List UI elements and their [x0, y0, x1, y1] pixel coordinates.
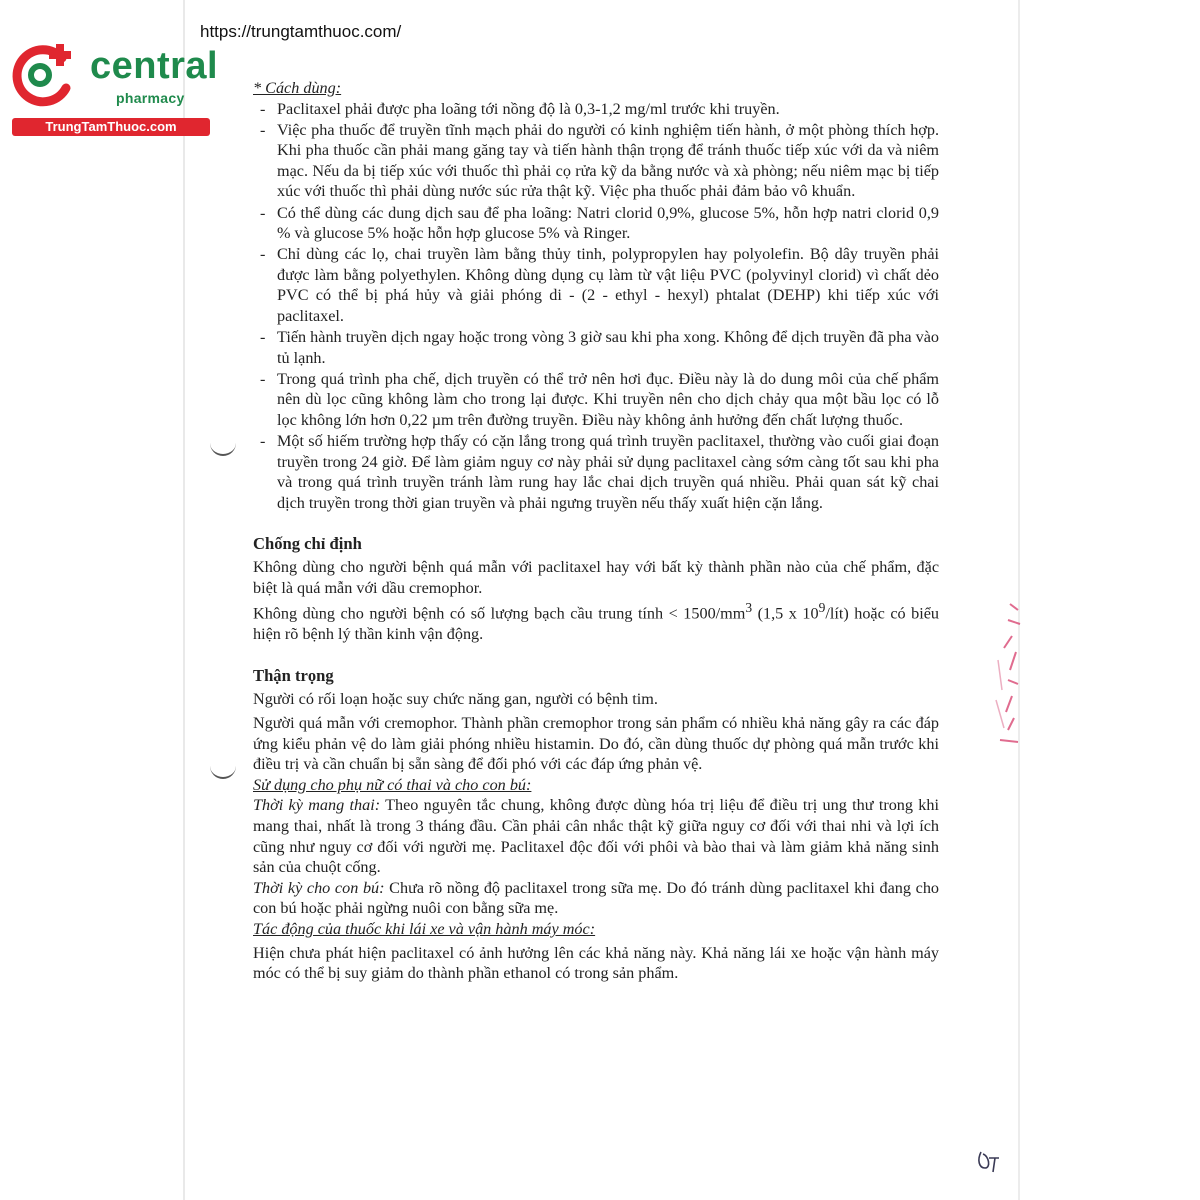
lactation-label: Thời kỳ cho con bú:	[253, 878, 385, 897]
pregnancy-paragraph	[253, 795, 939, 877]
list-item: - Paclitaxel phải được pha loãng tới nồng độ là 0,3-1,2 mg/ml trước khi truyền.	[253, 99, 939, 120]
driving-heading: Tác động của thuốc khi lái xe và vận hành máy móc:	[253, 919, 596, 938]
caution-paragraph: Người có rối loạn hoặc suy chức năng gan, người có bệnh tim.	[253, 690, 658, 709]
logo-subtitle: pharmacy	[116, 90, 185, 106]
text-run: Theo nguyên tắc chung, không được dùng hóa trị liệu để điều trị ung thư trong khi mang thai, nhất là trong 3 tháng đầu. Cần phải cân nhắc thật kỹ giữa nguy cơ đối với thai nhi và lợi ích cũng như nguy cơ đối với người mẹ. Paclitaxel độc đối với phôi và bào thai và làm giảm khả năng sinh sản của chuột cống.	[253, 796, 939, 877]
list-item: - Một số hiếm trường hợp thấy có cặn lắng trong quá trình truyền paclitaxel, thường vào cuối giai đoạn truyền trong 24 giờ. Để làm giảm nguy cơ này phải sử dụng paclitaxel càng sớm càng tốt sau khi pha và trong quá trình truyền tránh làm rung hay lắc chai dịch truyền quá nhiều. Phải quan sát kỹ chai dịch truyền trong thời gian truyền và phải ngưng truyền nếu thấy xuất hiện cặn lắng.	[253, 431, 939, 513]
punch-hole-mark	[210, 763, 236, 779]
list-item: - Chỉ dùng các lọ, chai truyền làm bằng thủy tinh, polypropylen hay polyolefin. Bộ dây truyền phải được làm bằng polyethylen. Không dùng dụng cụ làm từ vật liệu PVC (polyvinyl clorid) vì chất dẻo PVC có thể bị phá hủy và giải phóng di - (2 - ethyl - hexyl) phtalat (DEHP) khi tiếp xúc với paclitaxel.	[253, 244, 939, 326]
punch-hole-mark	[210, 440, 236, 456]
driving-paragraph: Hiện chưa phát hiện paclitaxel có ảnh hưởng lên các khả năng này. Khả năng lái xe hoặc vận hành máy móc có thể bị suy giảm do thành phần ethanol có trong sản phẩm.	[253, 943, 939, 983]
caution-title: Thận trọng	[253, 665, 334, 685]
text-run: Chưa rõ nồng độ paclitaxel trong sữa mẹ. Do đó tránh dùng paclitaxel khi đang cho con bú hoặc phải ngừng nuôi con bằng sữa mẹ.	[253, 878, 940, 918]
logo-name: central	[90, 45, 219, 87]
text-run: Không dùng cho người bệnh có số lượng bạch cầu trung tính < 1500/mm	[253, 604, 746, 623]
source-url: https://trungtamthuoc.com/	[200, 22, 402, 41]
superscript: 9	[818, 600, 826, 616]
contraindication-paragraph-2	[253, 598, 939, 645]
lactation-paragraph	[253, 878, 939, 919]
page-edge-left	[183, 0, 185, 1200]
pregnancy-label: Thời kỳ mang thai:	[253, 796, 381, 815]
contraindication-title: Chống chỉ định	[253, 534, 362, 554]
superscript: 3	[745, 600, 753, 616]
text-run: (1,5 x 10	[752, 604, 819, 623]
contraindication-paragraph: Không dùng cho người bệnh quá mẫn với paclitaxel hay với bất kỳ thành phần nào của chế phẩm, đặc biệt là quá mẫn với dầu cremophor.	[253, 558, 939, 597]
logo-banner: TrungTamThuoc.com	[12, 118, 210, 136]
handwritten-initial-icon	[975, 1148, 1003, 1174]
central-pharmacy-logo-icon	[10, 40, 80, 110]
usage-heading: * Cách dùng:	[253, 79, 342, 97]
list-item: - Tiến hành truyền dịch ngay hoặc trong vòng 3 giờ sau khi pha xong. Không để dịch truyền đã pha vào tủ lạnh.	[253, 327, 939, 368]
usage-list	[253, 99, 939, 514]
document-body	[253, 78, 939, 984]
pregnancy-heading: Sử dụng cho phụ nữ có thai và cho con bú:	[253, 775, 532, 794]
list-item: - Có thể dùng các dung dịch sau để pha loãng: Natri clorid 0,9%, glucose 5%, hỗn hợp natri clorid 0,9 % và glucose 5% hoặc hỗn hợp glucose 5% và Ringer.	[253, 203, 939, 244]
caution-paragraph-2: Người quá mẫn với cremophor. Thành phần cremophor trong sản phẩm có nhiều khả năng gây ra các đáp ứng kiểu phản vệ do làm giải phóng nhiều histamin. Do đó, cần dùng thuốc dự phòng quá mẫn trước khi điều trị và cần chuẩn bị sẵn sàng để đối phó với các đáp ứng phản vệ.	[253, 714, 939, 774]
stamp-marks-icon	[990, 600, 1024, 745]
pharmacy-logo	[10, 40, 219, 140]
list-item: - Trong quá trình pha chế, dịch truyền có thể trở nên hơi đục. Điều này là do dung môi của chế phẩm nên dù lọc cũng không làm cho trong lại được. Khi truyền nên cho dịch chảy qua một bầu lọc có lỗ lọc không lớn hơn 0,22 µm trên đường truyền. Điều này không ảnh hưởng đến chất lượng thuốc.	[253, 369, 939, 431]
list-item: - Việc pha thuốc để truyền tĩnh mạch phải do người có kinh nghiệm tiến hành, ở một phòng thích hợp. Khi pha thuốc cần phải mang găng tay và tiến hành thận trọng để tránh thuốc tiếp xúc với da và niêm mạc. Nếu da bị tiếp xúc với thuốc thì phải cọ rửa kỹ da bằng nước và xà phòng; nếu niêm mạc bị tiếp xúc với thuốc thì phải dùng nước súc rửa thật kỹ. Việc pha thuốc phải đảm bảo vô khuẩn.	[253, 120, 939, 202]
text-run: /lít) hoặc có biểu hiện rõ bệnh lý thần kinh vận động.	[253, 604, 940, 644]
